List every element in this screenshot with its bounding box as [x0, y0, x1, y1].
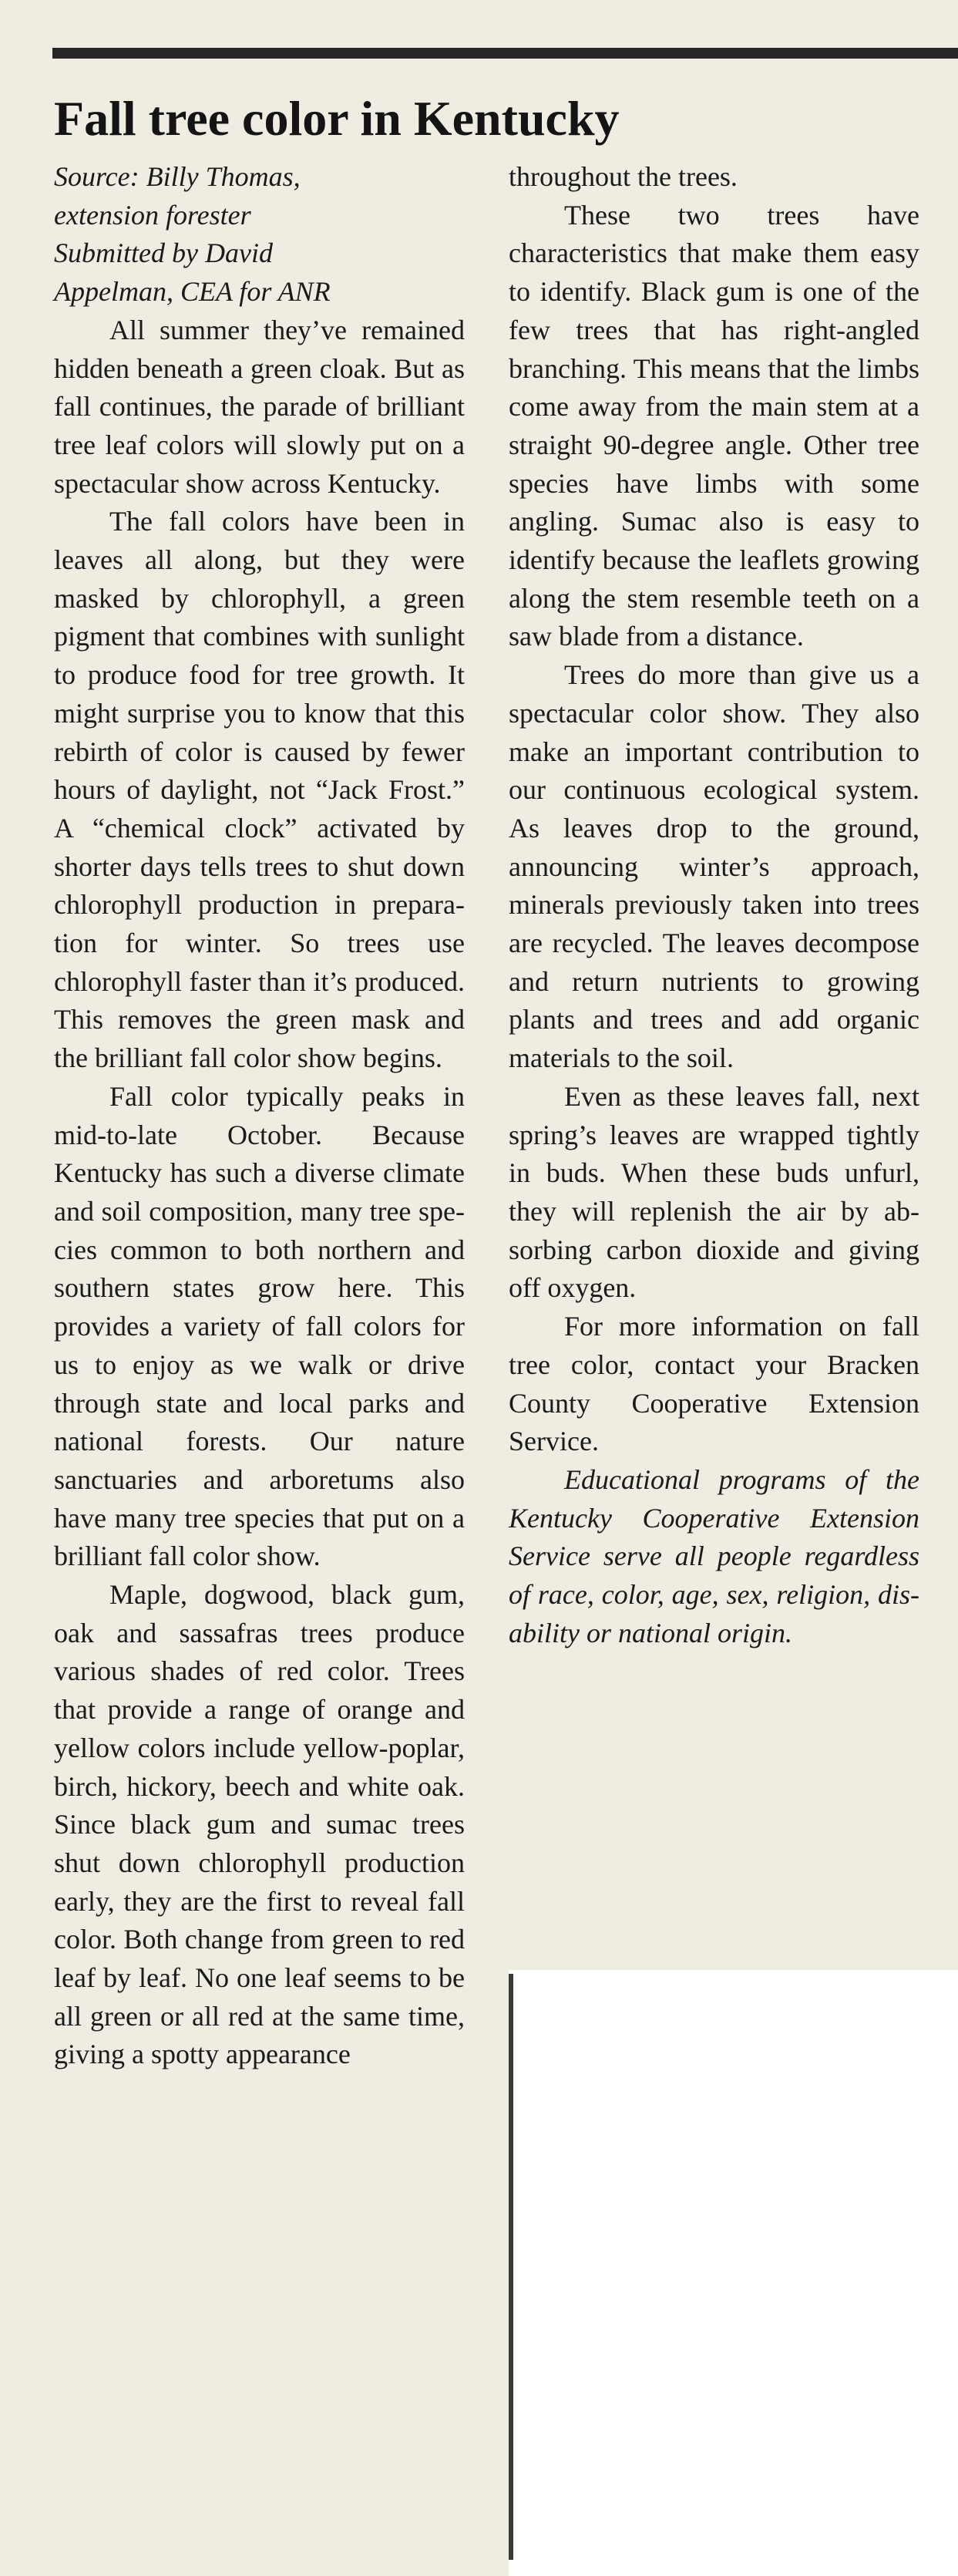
- credit-line: Submitted by David: [54, 237, 273, 269]
- article-paragraph-continuation: throughout the trees.: [509, 161, 738, 192]
- article-paragraph: Maple, dogwood, black gum, oak and sassafras trees produce various shades of red color. Trees that provide a range of orange and yellow colors include yellow-poplar, birch, hickory, beech and white oak. Since black gum and sumac trees shut down chlorophyll production early, they are the first to reveal fall color. Both change from green to red leaf by leaf. No one leaf seems to be all green or all red at the same time, giving a spotty appearance: [54, 1579, 465, 2070]
- article-paragraph: The fall colors have been in leaves all along, but they were masked by chlorophyll, a green pigment that combines with sunlight to produce food for tree growth. It might surprise you to know that this rebirth of color is caused by fewer hours of daylight, not “Jack Frost.” A “chemical clock” activated by shorter days tells trees to shut down chlorophyll production in preparation for winter. So trees use chlorophyll faster than it’s produced. This removes the green mask and the brilliant fall color show begins.: [54, 506, 465, 1074]
- article-headline: Fall tree color in Kentucky: [54, 91, 620, 146]
- equal-opportunity-disclaimer: Educational programs of the Kentucky Cooperative Extension Service serve all people regardless of race, color, age, sex, religion, disability or national origin.: [509, 1463, 919, 1648]
- credit-line: Appelman, CEA for ANR: [54, 276, 331, 308]
- left-column: [54, 158, 465, 2074]
- article-paragraph: Even as these leaves fall, next spring’s leaves are wrapped tightly in buds. When these buds unfurl, they will replenish the air by absorbing carbon dioxide and giving off oxygen.: [509, 1080, 919, 1304]
- credit-line: Source: Billy Thomas,: [54, 161, 301, 192]
- article-paragraph: Trees do more than give us a spectacular color show. They also make an important contribution to our continuous ecological system. As leaves drop to the ground, announcing winter’s approach, minerals previously taken into trees are recycled. The leaves decompose and return nutrients to growing plants and trees and add organic materials to the soil.: [509, 659, 919, 1074]
- top-rule: [52, 48, 958, 59]
- article-credits: [54, 158, 465, 311]
- article-paragraph: These two trees have characteristics that make them easy to identify. Black gum is one of the few trees that has right-angled branching. This means that the limbs come away from the main stem at a straight 90-degree angle. Other tree species have limbs with some angling. Sumac also is easy to identify because the leaflets growing along the stem resemble teeth on a saw blade from a distance.: [509, 199, 919, 652]
- article-paragraph: All summer they’ve remained hidden beneath a green cloak. But as fall continues, the parade of brilliant tree leaf colors will slowly put on a spectacular show across Kentucky.: [54, 314, 465, 499]
- right-column: [509, 158, 919, 1652]
- credit-line: extension forester: [54, 199, 251, 231]
- article-paragraph: Fall color typically peaks in mid-to-late October. Because Kentucky has such a diverse climate and soil composition, many tree species common to both northern and southern states grow here. This provides a variety of fall colors for us to enjoy as we walk or drive through state and local parks and national forests. Our nature sanctuaries and arboretums also have many tree species that put on a brilliant fall color show.: [54, 1080, 465, 1572]
- column-divider-rule: [509, 1974, 513, 2560]
- article-paragraph: For more information on fall tree color, contact your Bracken County Cooperative Extension Service.: [509, 1311, 919, 1457]
